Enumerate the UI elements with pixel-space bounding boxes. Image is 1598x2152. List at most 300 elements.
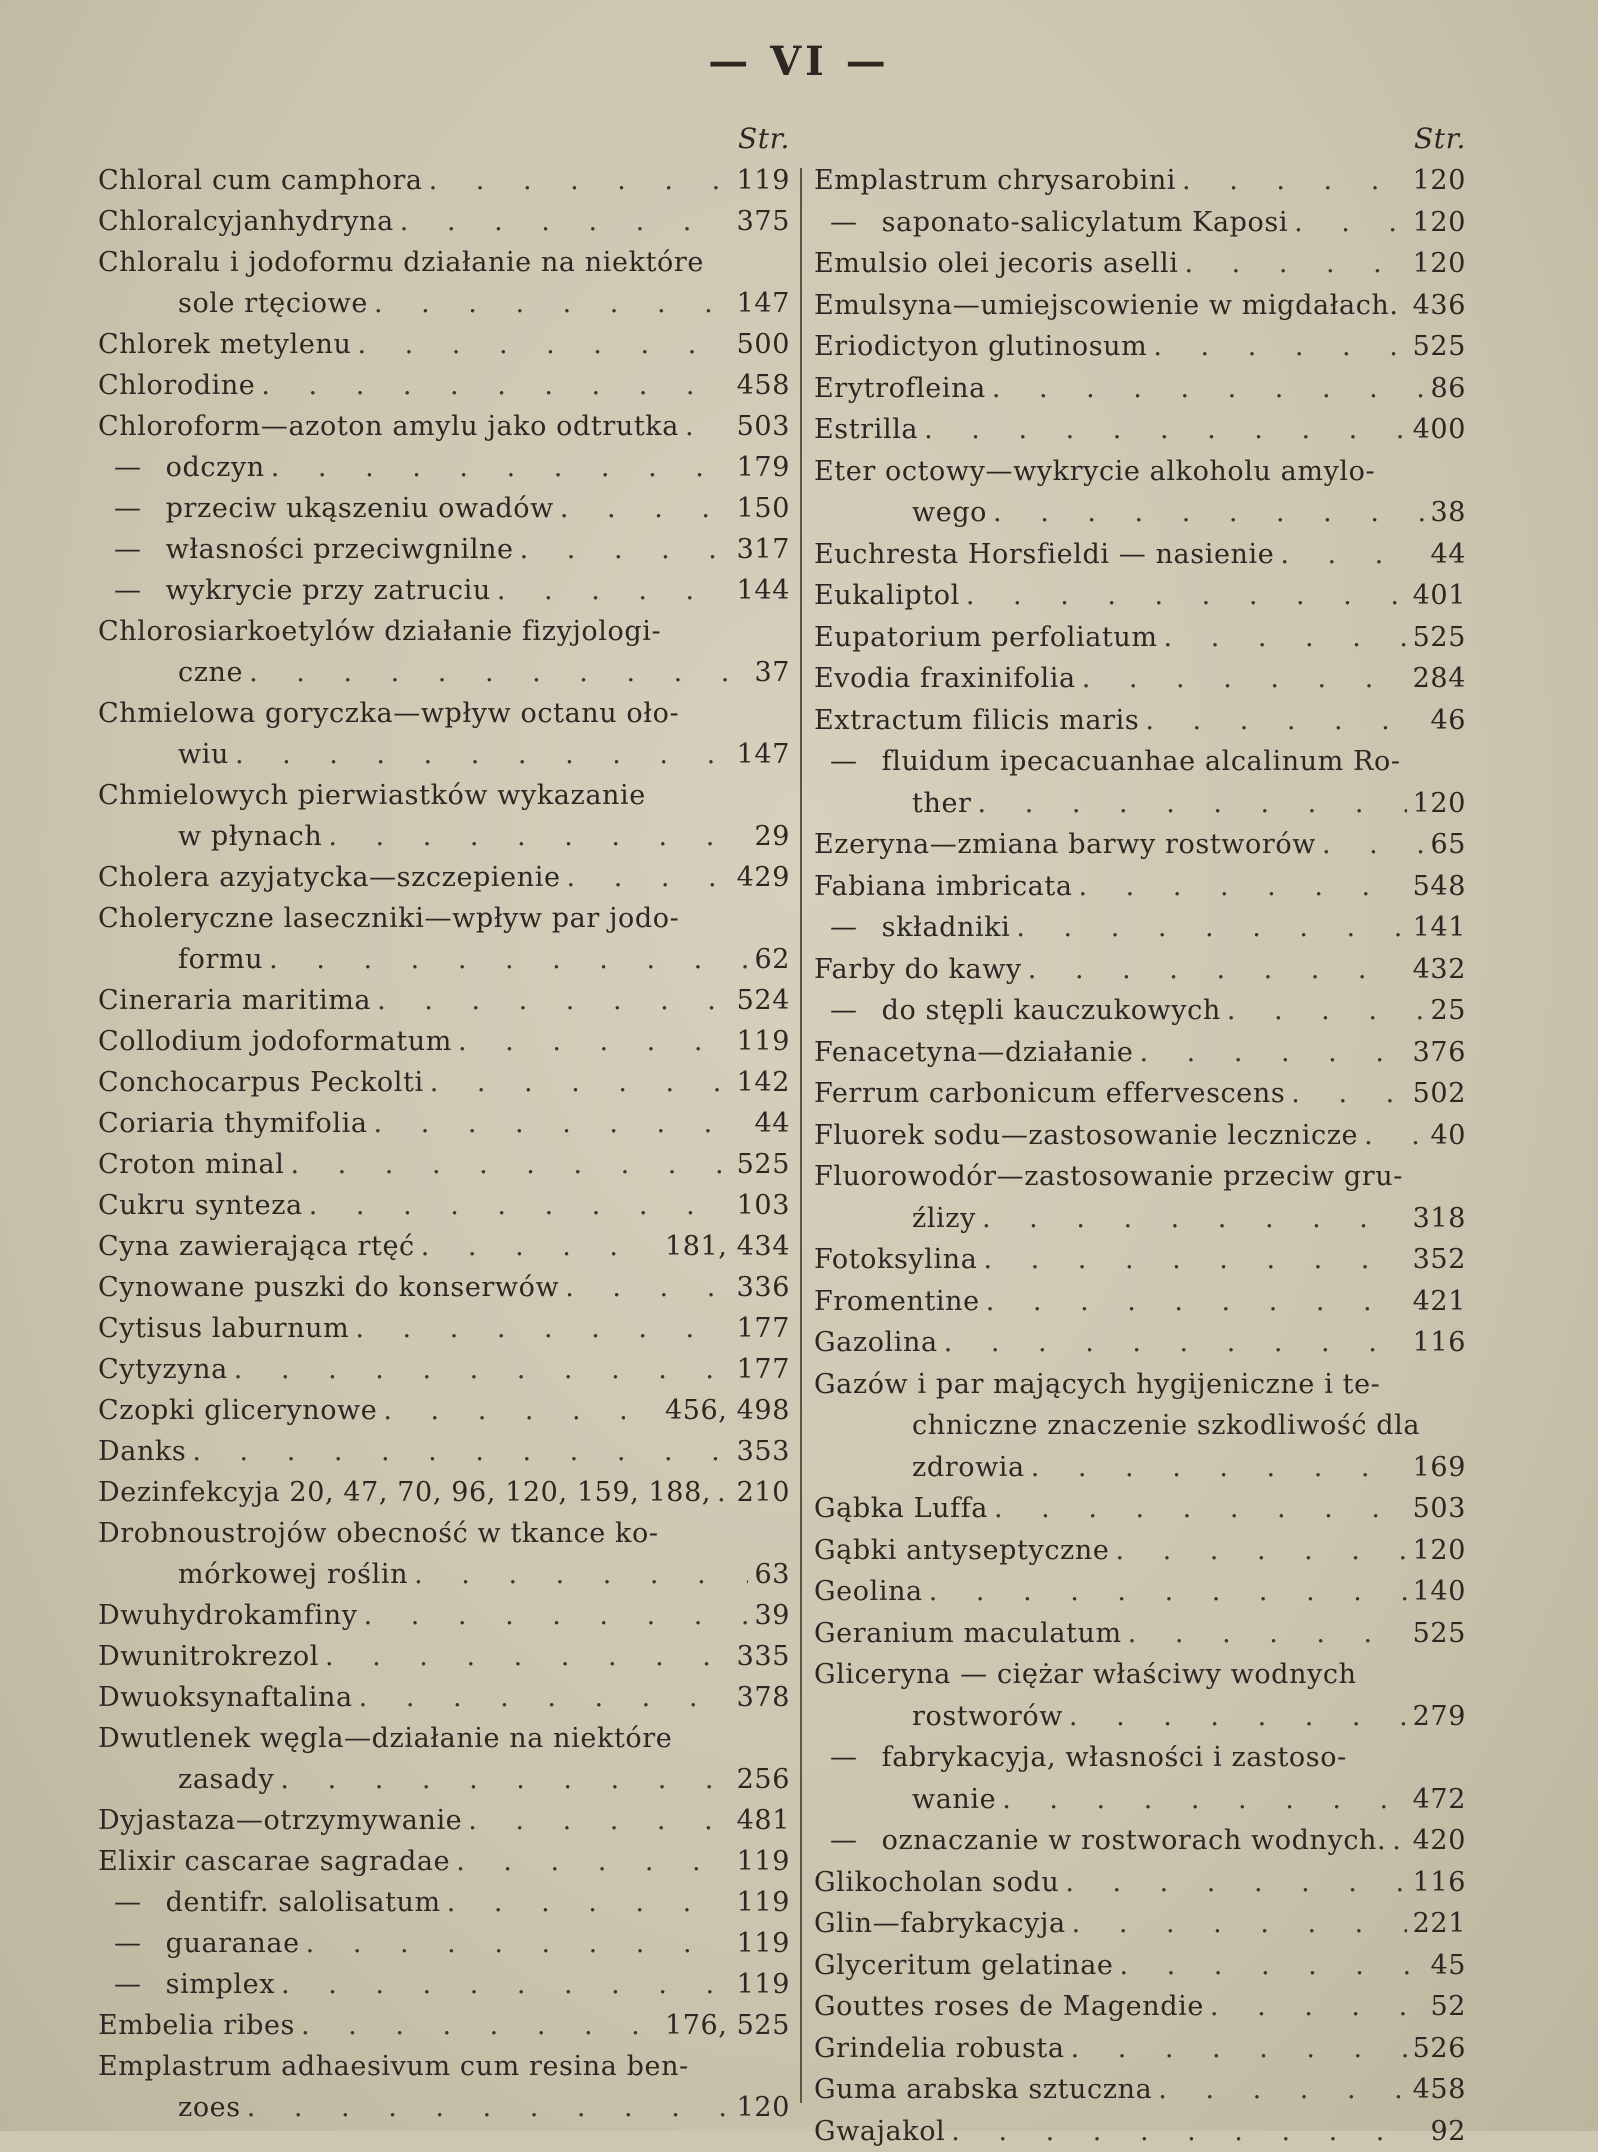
- index-entry: [98, 1267, 790, 1308]
- entry-text: Czopki glicerynowe: [98, 1390, 377, 1431]
- index-entry: [814, 285, 1466, 327]
- index-entry: [98, 1554, 790, 1595]
- index-entry: [98, 1185, 790, 1226]
- dot-leader: [1322, 824, 1425, 866]
- index-entry: [98, 898, 790, 939]
- index-entry: [814, 1737, 1466, 1779]
- entry-text: Estrilla: [814, 409, 918, 451]
- page-number: 376: [1413, 1032, 1466, 1074]
- index-entry: [98, 2087, 790, 2128]
- dot-leader: [1405, 285, 1407, 327]
- dot-leader: [1145, 700, 1424, 742]
- dot-leader: [1164, 617, 1407, 659]
- entry-text: Emulsyna—umiejscowienie w migdałach.: [814, 285, 1399, 327]
- str-column-label: Str.: [98, 118, 790, 160]
- dot-leader: [301, 2005, 659, 2046]
- index-entry: [98, 775, 790, 816]
- index-entry: [98, 529, 790, 570]
- page-number: 37: [754, 652, 790, 693]
- entry-text: odczyn: [166, 447, 265, 488]
- index-entry: [814, 617, 1466, 659]
- entry-text: mórkowej roślin: [178, 1554, 408, 1595]
- ditto-dash: —: [114, 1923, 142, 1964]
- page-header: — VI —: [0, 38, 1598, 85]
- index-entry: [98, 980, 790, 1021]
- index-entry: [98, 734, 790, 775]
- entry-text: fluidum ipecacuanhae alcalinum Ro-: [882, 741, 1401, 783]
- index-entry: [814, 202, 1466, 244]
- index-entry: [814, 1903, 1466, 1945]
- index-entry: [98, 2005, 790, 2046]
- page-number: 176, 525: [665, 2005, 790, 2046]
- entry-text: Farby do kawy: [814, 949, 1022, 991]
- page-number: 279: [1413, 1696, 1466, 1738]
- dot-leader: [685, 406, 731, 447]
- index-entry: [814, 1156, 1466, 1198]
- index-entry: [814, 326, 1466, 368]
- dot-leader: [1115, 1530, 1406, 1572]
- entry-text: Evodia fraxinifolia: [814, 658, 1076, 700]
- dot-leader: [983, 1239, 1406, 1281]
- index-entry: [814, 949, 1466, 991]
- entry-text: Fromentine: [814, 1281, 980, 1323]
- dot-leader: [1002, 1779, 1406, 1821]
- index-entry: [98, 1226, 790, 1267]
- index-entry: [98, 1513, 790, 1554]
- page-number: 62: [754, 939, 790, 980]
- dot-leader: [1069, 1696, 1407, 1738]
- entry-text: zoes: [178, 2087, 241, 2128]
- page-number: 502: [1413, 1073, 1466, 1115]
- index-entry: [98, 365, 790, 406]
- index-entry: [814, 1115, 1466, 1157]
- index-entry: [814, 1281, 1466, 1323]
- entry-text: źlizy: [912, 1198, 976, 1240]
- index-entry: [98, 1349, 790, 1390]
- dot-leader: [328, 816, 748, 857]
- index-entry: [814, 1073, 1466, 1115]
- ditto-dash: —: [830, 202, 858, 244]
- index-entry: [98, 1759, 790, 1800]
- page-number: 500: [737, 324, 790, 365]
- page-number: 46: [1430, 700, 1466, 742]
- page-number: 120: [1413, 1530, 1466, 1572]
- index-entry: [814, 1779, 1466, 1821]
- index-entry: [98, 1021, 790, 1062]
- entry-text: Dezinfekcyja 20, 47, 70, 96, 120, 159, 188,: [98, 1472, 711, 1513]
- dot-leader: [966, 575, 1407, 617]
- page-number: 147: [737, 734, 790, 775]
- page-number: 456, 498: [665, 1390, 790, 1431]
- dot-leader: [1158, 2069, 1406, 2111]
- index-entry: [814, 492, 1466, 534]
- dot-leader: [456, 1841, 730, 1882]
- dot-leader: [924, 409, 1407, 451]
- entry-text: Gąbka Luffa: [814, 1488, 988, 1530]
- entry-text: Cynowane puszki do konserwów: [98, 1267, 559, 1308]
- entry-text: Eter octowy—wykrycie alkoholu amylo-: [814, 451, 1375, 493]
- entry-text: rostworów: [912, 1696, 1063, 1738]
- entry-text: Cineraria maritima: [98, 980, 371, 1021]
- dot-leader: [993, 492, 1424, 534]
- entry-text: Glikocholan sodu: [814, 1862, 1059, 1904]
- entry-text: simplex: [166, 1964, 275, 2005]
- page-number: 179: [737, 447, 790, 488]
- page-number: 400: [1413, 409, 1466, 451]
- index-column-right: [814, 118, 1466, 2152]
- entry-text: Coriaria thymifolia: [98, 1103, 368, 1144]
- page-number: 525: [1413, 617, 1466, 659]
- page-number: 177: [737, 1349, 790, 1390]
- index-entry: [814, 160, 1466, 202]
- entry-text: własności przeciwgnilne: [166, 529, 514, 570]
- index-entry: [98, 1964, 790, 2005]
- dot-leader: [1071, 2028, 1407, 2070]
- index-list-left: [98, 160, 790, 2128]
- dot-leader: [560, 488, 731, 529]
- entry-text: sole rtęciowe: [178, 283, 368, 324]
- dot-leader: [269, 939, 748, 980]
- dot-leader: [1227, 990, 1425, 1032]
- dot-leader: [355, 1308, 730, 1349]
- index-entry: [98, 160, 790, 201]
- dot-leader: [520, 529, 731, 570]
- entry-text: Geolina: [814, 1571, 923, 1613]
- dot-leader: [497, 570, 731, 611]
- dot-leader: [383, 1390, 659, 1431]
- page-number: 284: [1413, 658, 1466, 700]
- page-number: 503: [737, 406, 790, 447]
- dot-leader: [359, 1677, 731, 1718]
- entry-text: Fabiana imbricata: [814, 866, 1073, 908]
- dot-leader: [430, 1062, 731, 1103]
- page-number: 335: [737, 1636, 790, 1677]
- index-entry: [98, 1923, 790, 1964]
- index-entry: [98, 857, 790, 898]
- index-entry: [98, 693, 790, 734]
- dot-leader: [357, 324, 730, 365]
- entry-text: składniki: [882, 907, 1011, 949]
- index-entry: [98, 1062, 790, 1103]
- index-entry: [814, 1530, 1466, 1572]
- index-entry: [98, 406, 790, 447]
- entry-text: Eriodictyon glutinosum: [814, 326, 1147, 368]
- index-entry: [814, 658, 1466, 700]
- dot-leader: [1364, 1115, 1424, 1157]
- dot-leader: [290, 1144, 730, 1185]
- page-number: 458: [1413, 2069, 1466, 2111]
- entry-text: Fluorek sodu—zastosowanie lecznicze: [814, 1115, 1358, 1157]
- index-entry: [814, 700, 1466, 742]
- index-entry: [814, 1032, 1466, 1074]
- entry-text: Cytyzyna: [98, 1349, 228, 1390]
- page-number: 525: [737, 1144, 790, 1185]
- page-number: 142: [737, 1062, 790, 1103]
- index-entry: [98, 1431, 790, 1472]
- dot-leader: [261, 365, 730, 406]
- dot-leader: [992, 368, 1425, 410]
- index-entry: [98, 611, 790, 652]
- ditto-dash: —: [830, 990, 858, 1032]
- page-number: 44: [1430, 534, 1466, 576]
- page-number: 548: [1413, 866, 1466, 908]
- ditto-dash: —: [830, 1737, 858, 1779]
- entry-text: saponato-salicylatum Kaposi: [882, 202, 1288, 244]
- dot-leader: [1280, 534, 1424, 576]
- entry-text: Grindelia robusta: [814, 2028, 1065, 2070]
- ditto-dash: —: [114, 1882, 142, 1923]
- entry-text: chniczne znaczenie szkodliwość dla: [912, 1405, 1420, 1447]
- dot-leader: [1291, 1073, 1406, 1115]
- entry-text: Chlorosiarkoetylów działanie fizyjologi-: [98, 611, 661, 652]
- page-number: 119: [737, 1923, 790, 1964]
- dot-leader: [567, 857, 731, 898]
- entry-text: Ezeryna—zmiana barwy rostworów: [814, 824, 1316, 866]
- page-number: 378: [737, 1677, 790, 1718]
- page-number: 210: [737, 1472, 790, 1513]
- entry-text: formu: [178, 939, 263, 980]
- index-entry: [98, 1472, 790, 1513]
- entry-text: Dwunitrokrezol: [98, 1636, 319, 1677]
- entry-text: wiu: [178, 734, 229, 775]
- page-number: 144: [737, 570, 790, 611]
- entry-text: wego: [912, 492, 987, 534]
- page-number: 25: [1430, 990, 1466, 1032]
- entry-text: Cytisus laburnum: [98, 1308, 349, 1349]
- entry-text: wanie: [912, 1779, 996, 1821]
- dot-leader: [364, 1595, 749, 1636]
- index-entry: [98, 1308, 790, 1349]
- page-number: 44: [754, 1103, 790, 1144]
- entry-text: Extractum filicis maris: [814, 700, 1139, 742]
- index-entry: [98, 1841, 790, 1882]
- index-entry: [814, 824, 1466, 866]
- page-number: 140: [1413, 1571, 1466, 1613]
- dot-leader: [1016, 907, 1406, 949]
- index-entry: [98, 1595, 790, 1636]
- index-entry: [814, 368, 1466, 410]
- page-number: 40: [1430, 1115, 1466, 1157]
- dot-leader: [1072, 1903, 1407, 1945]
- index-entry: [814, 1613, 1466, 1655]
- entry-text: Fenacetyna—działanie: [814, 1032, 1134, 1074]
- page-number: 256: [737, 1759, 790, 1800]
- entry-text: Chlorodine: [98, 365, 255, 406]
- entry-text: Collodium jodoformatum: [98, 1021, 452, 1062]
- index-entry: [98, 1390, 790, 1431]
- index-entry: [814, 990, 1466, 1032]
- page-number: 375: [737, 201, 790, 242]
- index-entry: [98, 283, 790, 324]
- entry-text: Emplastrum chrysarobini: [814, 160, 1176, 202]
- entry-text: zasady: [178, 1759, 274, 1800]
- index-entry: [98, 1677, 790, 1718]
- index-entry: [814, 534, 1466, 576]
- entry-text: Dwuhydrokamfiny: [98, 1595, 358, 1636]
- entry-text: zdrowia: [912, 1447, 1025, 1489]
- entry-text: Chloralcyjanhydryna: [98, 201, 394, 242]
- page-number: 352: [1413, 1239, 1466, 1281]
- entry-text: Eupatorium perfoliatum: [814, 617, 1158, 659]
- page-number: 429: [737, 857, 790, 898]
- dot-leader: [400, 201, 731, 242]
- ditto-dash: —: [114, 488, 142, 529]
- page-number: 119: [737, 1964, 790, 2005]
- dot-leader: [1210, 1986, 1425, 2028]
- dot-leader: [414, 1554, 748, 1595]
- entry-text: Glyceritum gelatinae: [814, 1945, 1113, 1987]
- entry-text: Glin—fabrykacyja: [814, 1903, 1066, 1945]
- index-entry: [98, 1103, 790, 1144]
- dot-leader: [978, 783, 1407, 825]
- entry-text: Danks: [98, 1431, 186, 1472]
- dot-leader: [281, 1964, 731, 2005]
- dot-leader: [1392, 1820, 1406, 1862]
- index-entry: [98, 1636, 790, 1677]
- dot-leader: [234, 1349, 731, 1390]
- entry-text: Gouttes roses de Magendie: [814, 1986, 1204, 2028]
- index-entry: [98, 939, 790, 980]
- entry-text: Emulsio olei jecoris aselli: [814, 243, 1179, 285]
- entry-text: guaranae: [166, 1923, 300, 1964]
- entry-text: Gazów i par mających hygijeniczne i te-: [814, 1364, 1380, 1406]
- index-entry: [814, 1488, 1466, 1530]
- ditto-dash: —: [114, 529, 142, 570]
- dot-leader: [468, 1800, 730, 1841]
- page-number: 120: [737, 2087, 790, 2128]
- entry-text: Gliceryna — ciężar właściwy wodnych: [814, 1654, 1357, 1696]
- ditto-dash: —: [114, 570, 142, 611]
- entry-text: Embelia ribes: [98, 2005, 295, 2046]
- entry-text: Chlorek metylenu: [98, 324, 351, 365]
- dot-leader: [377, 980, 731, 1021]
- page-number: 120: [1413, 202, 1466, 244]
- dot-leader: [374, 1103, 749, 1144]
- index-entry: [814, 2069, 1466, 2111]
- index-entry: [814, 2111, 1466, 2152]
- index-entry: [98, 652, 790, 693]
- entry-text: Cyna zawierająca rtęć: [98, 1226, 415, 1267]
- dot-leader: [986, 1281, 1407, 1323]
- entry-text: w płynach: [178, 816, 322, 857]
- entry-text: fabrykacyja, własności i zastoso-: [882, 1737, 1347, 1779]
- entry-text: Ferrum carbonicum effervescens: [814, 1073, 1285, 1115]
- dot-leader: [951, 2111, 1424, 2152]
- index-entry: [814, 1820, 1466, 1862]
- index-entry: [98, 1882, 790, 1923]
- entry-text: oznaczanie w rostworach wodnych.: [882, 1820, 1387, 1862]
- entry-text: Dwuoksynaftalina: [98, 1677, 353, 1718]
- dot-leader: [458, 1021, 731, 1062]
- dot-leader: [1031, 1447, 1407, 1489]
- page-number: 52: [1430, 1986, 1466, 2028]
- entry-text: ther: [912, 783, 972, 825]
- page-number: 503: [1413, 1488, 1466, 1530]
- index-entry: [814, 451, 1466, 493]
- dot-leader: [249, 652, 748, 693]
- dot-leader: [994, 1488, 1407, 1530]
- index-entry: [814, 783, 1466, 825]
- dot-leader: [309, 1185, 731, 1226]
- entry-text: Fotoksylina: [814, 1239, 977, 1281]
- page-number: 120: [1413, 243, 1466, 285]
- page-number: 38: [1430, 492, 1466, 534]
- index-list-right: [814, 160, 1466, 2152]
- index-entry: [814, 1986, 1466, 2028]
- page-number: 65: [1430, 824, 1466, 866]
- dot-leader: [1082, 658, 1407, 700]
- index-entry: [98, 242, 790, 283]
- dot-leader: [944, 1322, 1407, 1364]
- page-number: 92: [1430, 2111, 1466, 2152]
- index-entry: [814, 1696, 1466, 1738]
- index-entry: [814, 1447, 1466, 1489]
- index-entry: [814, 1945, 1466, 1987]
- index-entry: [814, 1239, 1466, 1281]
- page-number: 120: [1413, 160, 1466, 202]
- entry-text: czne: [178, 652, 243, 693]
- entry-text: Cholera azyjatycka—szczepienie: [98, 857, 561, 898]
- dot-leader: [429, 160, 731, 201]
- dot-leader: [1128, 1613, 1407, 1655]
- index-entry: [814, 1862, 1466, 1904]
- entry-text: Conchocarpus Peckolti: [98, 1062, 424, 1103]
- page-number: 169: [1413, 1447, 1466, 1489]
- entry-text: Dyjastaza—otrzymywanie: [98, 1800, 462, 1841]
- ditto-dash: —: [830, 1820, 858, 1862]
- index-entry: [98, 324, 790, 365]
- page-number: 29: [754, 816, 790, 857]
- index-entry: [98, 447, 790, 488]
- page-number: 420: [1413, 1820, 1466, 1862]
- page-number: 119: [737, 160, 790, 201]
- dot-leader: [1140, 1032, 1407, 1074]
- dot-leader: [1119, 1945, 1424, 1987]
- entry-text: do stępli kauczukowych: [882, 990, 1221, 1032]
- page-number: 119: [737, 1021, 790, 1062]
- entry-text: przeciw ukąszeniu owadów: [166, 488, 554, 529]
- dot-leader: [447, 1882, 731, 1923]
- page-number: 525: [1413, 1613, 1466, 1655]
- ditto-dash: —: [114, 1964, 142, 2005]
- page-number: 63: [754, 1554, 790, 1595]
- entry-text: Gazolina: [814, 1322, 938, 1364]
- entry-text: Chmielowych pierwiastków wykazanie: [98, 775, 646, 816]
- dot-leader: [717, 1472, 731, 1513]
- index-entry: [98, 816, 790, 857]
- page-number: 119: [737, 1882, 790, 1923]
- index-entry: [814, 1571, 1466, 1613]
- page-number: 353: [737, 1431, 790, 1472]
- index-column-left: [98, 118, 790, 2128]
- dot-leader: [982, 1198, 1407, 1240]
- page-number: 39: [754, 1595, 790, 1636]
- page-number: 120: [1413, 783, 1466, 825]
- entry-text: Gąbki antyseptyczne: [814, 1530, 1109, 1572]
- column-divider: [800, 168, 802, 2103]
- entry-text: Chloralu i jodoformu działanie na niektóre: [98, 242, 704, 283]
- entry-text: dentifr. salolisatum: [166, 1882, 441, 1923]
- entry-text: Drobnoustrojów obecność w tkance ko-: [98, 1513, 659, 1554]
- dot-leader: [192, 1431, 730, 1472]
- dot-leader: [325, 1636, 731, 1677]
- page-number: 116: [1413, 1862, 1466, 1904]
- ditto-dash: —: [114, 447, 142, 488]
- page-number: 317: [737, 529, 790, 570]
- dot-leader: [1185, 243, 1407, 285]
- entry-text: Gwajakol: [814, 2111, 945, 2152]
- entry-text: Erytrofleina: [814, 368, 986, 410]
